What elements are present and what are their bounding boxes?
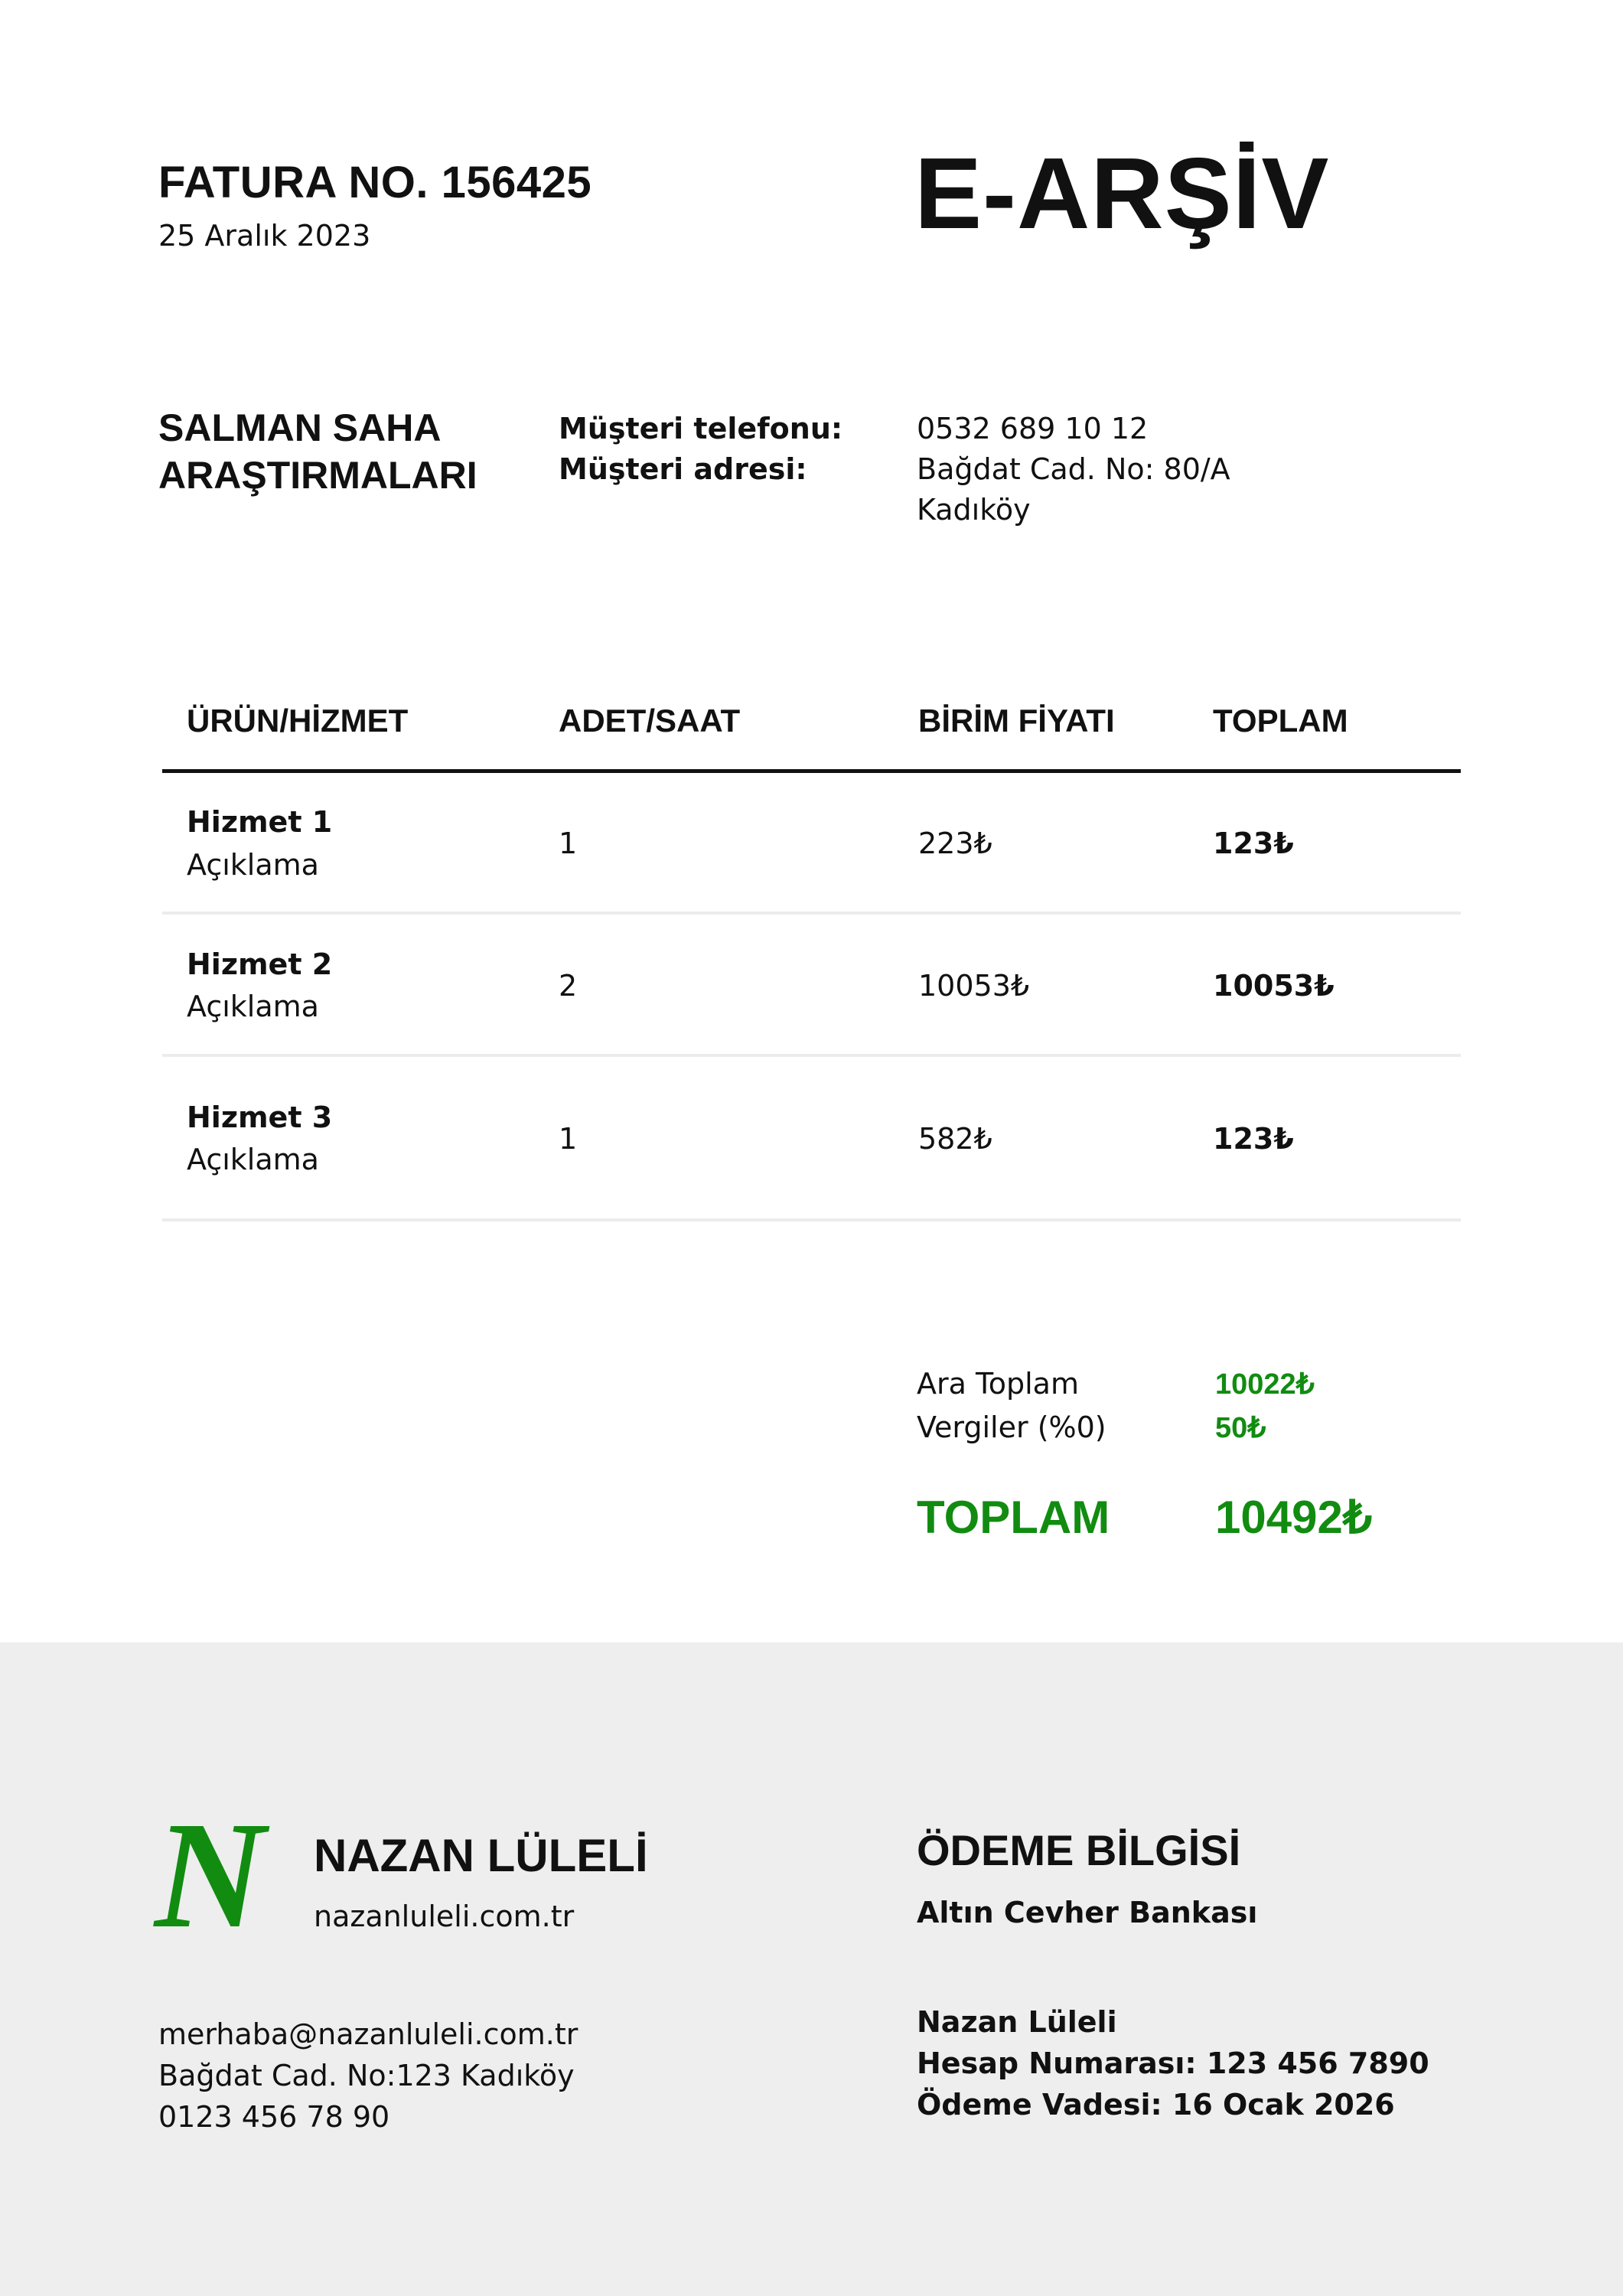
brand-phone: 0123 456 78 90 bbox=[158, 2100, 390, 2134]
logo-letter: N bbox=[155, 1810, 266, 1940]
row-item-name: Hizmet 1 bbox=[187, 805, 333, 839]
document-type-title: E-ARŞİV bbox=[914, 137, 1330, 249]
payment-due-date: Ödeme Vadesi: 16 Ocak 2026 bbox=[917, 2088, 1395, 2122]
row-quantity: 1 bbox=[559, 827, 578, 860]
row-divider bbox=[162, 912, 1461, 915]
brand-website: nazanluleli.com.tr bbox=[314, 1900, 575, 1933]
customer-address-line-1: Bağdat Cad. No: 80/A bbox=[917, 452, 1230, 486]
customer-company bbox=[158, 404, 477, 499]
customer-phone: 0532 689 10 12 bbox=[917, 412, 1149, 445]
invoice-date: 25 Aralık 2023 bbox=[158, 219, 371, 253]
row-divider bbox=[162, 1218, 1461, 1221]
grand-total-label: TOPLAM bbox=[917, 1492, 1110, 1543]
column-header-quantity: ADET/SAAT bbox=[559, 703, 741, 739]
brand-email: merhaba@nazanluleli.com.tr bbox=[158, 2017, 578, 2051]
customer-address-label: Müşteri adresi: bbox=[559, 452, 807, 486]
invoice-number: FATURA NO. 156425 bbox=[158, 158, 592, 207]
grand-total-value: 10492₺ bbox=[1215, 1492, 1373, 1543]
payment-title: ÖDEME BİLGİSİ bbox=[917, 1826, 1241, 1874]
tax-label: Vergiler (%0) bbox=[917, 1411, 1106, 1444]
brand-logo-icon bbox=[153, 1810, 291, 1940]
row-unit-price: 582₺ bbox=[918, 1122, 992, 1156]
brand-address: Bağdat Cad. No:123 Kadıköy bbox=[158, 2059, 575, 2092]
subtotal-value: 10022₺ bbox=[1215, 1368, 1315, 1401]
payment-holder: Nazan Lüleli bbox=[917, 2005, 1117, 2039]
row-unit-price: 10053₺ bbox=[918, 969, 1030, 1003]
brand-name: NAZAN LÜLELİ bbox=[314, 1830, 648, 1881]
row-unit-price: 223₺ bbox=[918, 827, 992, 860]
customer-company-line-2: ARAŞTIRMALARI bbox=[158, 454, 477, 497]
row-item-name: Hizmet 2 bbox=[187, 947, 333, 981]
column-header-unit-price: BİRİM FİYATI bbox=[918, 703, 1115, 739]
column-header-item: ÜRÜN/HİZMET bbox=[187, 703, 409, 739]
tax-value: 50₺ bbox=[1215, 1412, 1266, 1444]
row-item-description: Açıklama bbox=[187, 848, 319, 882]
customer-company-line-1: SALMAN SAHA bbox=[158, 406, 442, 449]
row-item-description: Açıklama bbox=[187, 990, 319, 1023]
row-total: 10053₺ bbox=[1213, 969, 1335, 1003]
footer-panel bbox=[0, 1642, 1623, 2296]
customer-phone-label: Müşteri telefonu: bbox=[559, 412, 843, 445]
row-total: 123₺ bbox=[1213, 827, 1294, 860]
row-item-name: Hizmet 3 bbox=[187, 1101, 333, 1134]
row-quantity: 2 bbox=[559, 969, 578, 1003]
column-header-total: TOPLAM bbox=[1213, 703, 1348, 739]
payment-bank: Altın Cevher Bankası bbox=[917, 1896, 1258, 1929]
customer-address-line-2: Kadıköy bbox=[917, 493, 1031, 527]
row-item-description: Açıklama bbox=[187, 1143, 319, 1176]
row-divider bbox=[162, 1054, 1461, 1057]
row-quantity: 1 bbox=[559, 1122, 578, 1156]
payment-account-number: Hesap Numarası: 123 456 7890 bbox=[917, 2047, 1429, 2080]
subtotal-label: Ara Toplam bbox=[917, 1367, 1079, 1401]
row-total: 123₺ bbox=[1213, 1122, 1294, 1156]
table-header-divider bbox=[162, 769, 1461, 773]
